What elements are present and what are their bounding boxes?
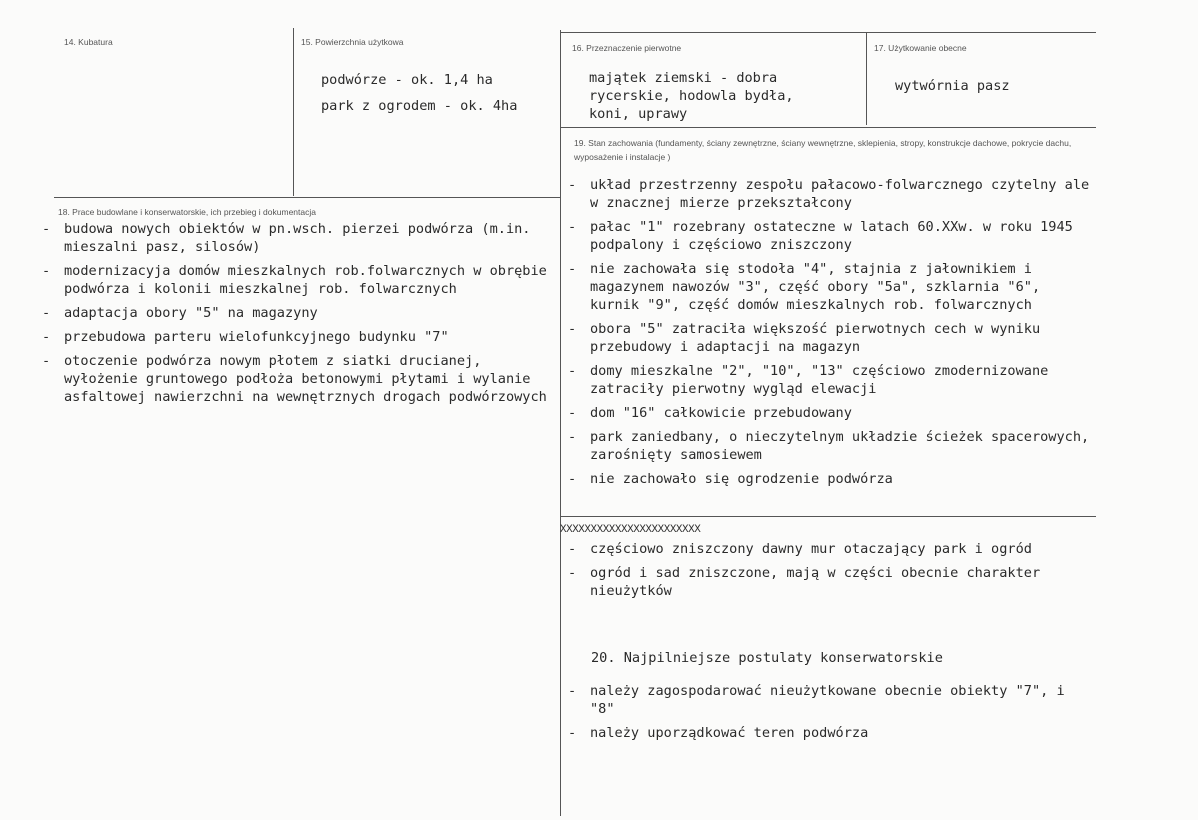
list-item: - nie zachowała się stodoła "4", stajnia z jałownikiem i magazynem nawozów "3", część obory "5a", szklarnia "6", kurnik "9", część domów mieszkalnych rob. folwarcznych xyxy=(564,260,1094,314)
field-20-title: 20. Najpilniejsze postulaty konserwatorskie xyxy=(591,650,943,666)
list-item: - nie zachowało się ogrodzenie podwórza xyxy=(564,470,1094,488)
divider-h-18 xyxy=(54,197,560,198)
field-18-label: 18. Prace budowlane i konserwatorskie, ich przebieg i dokumentacja xyxy=(58,207,316,217)
list-item: - należy uporządkować teren podwórza xyxy=(564,724,1094,742)
section-after-list xyxy=(564,540,1094,606)
divider-h-19 xyxy=(560,127,1096,128)
list-item: - obora "5" zatraciła większość pierwotnych cech w wyniku przebudowy i adaptacji na magazyn xyxy=(564,320,1094,356)
list-item: - domy mieszkalne "2", "10", "13" częściowo zmodernizowane zatraciły pierwotny wygląd elewacji xyxy=(564,362,1094,398)
list-item: - należy zagospodarować nieużytkowane obecnie obiekty "7", i "8" xyxy=(564,682,1094,718)
list-item: - modernizacyja domów mieszkalnych rob.folwarcznych w obrębie podwórza i kolonii mieszkalnej rob. folwarcznych xyxy=(38,262,554,298)
field-19-list xyxy=(564,176,1094,494)
divider-v-right xyxy=(866,33,867,125)
field-17-text: wytwórnia pasz xyxy=(895,78,1010,94)
field-16-label: 16. Przeznaczenie pierwotne xyxy=(572,43,682,53)
field-18-list xyxy=(38,220,554,412)
list-item: - dom "16" całkowicie przebudowany xyxy=(564,404,1094,422)
list-item: - budowa nowych obiektów w pn.wsch. pierzei podwórza (m.in. mieszalni pasz, silosów) xyxy=(38,220,554,256)
field-14-label: 14. Kubatura xyxy=(64,37,113,47)
list-item: - pałac "1" rozebrany ostateczne w latach 60.XXw. w roku 1945 podpalony i częściowo zniszczony xyxy=(564,218,1094,254)
list-item: - częściowo zniszczony dawny mur otaczający park i ogród xyxy=(564,540,1094,558)
field-19-label: 19. Stan zachowania (fundamenty, ściany zewnętrzne, ściany wewnętrzne, sklepienia, stropy, konstrukcje dachowe, pokrycie dachu, wyposażenie i instalacje ) xyxy=(574,138,1072,162)
list-item: - adaptacja obory "5" na magazyny xyxy=(38,304,554,322)
field-15-line-2: park z ogrodem - ok. 4ha xyxy=(321,98,518,114)
field-15-label: 15. Powierzchnia użytkowa xyxy=(301,37,404,47)
field-20-list xyxy=(564,682,1094,748)
field-17-label: 17. Użytkowanie obecne xyxy=(874,43,967,53)
struck-out-label: XXXXXXXXXXXXXXXXXXXXXXX xyxy=(560,524,701,536)
divider-h-top xyxy=(560,32,1096,33)
list-item: - układ przestrzenny zespołu pałacowo-folwarcznego czytelny ale w znacznej mierze przekształcony xyxy=(564,176,1094,212)
divider-h-after19 xyxy=(560,516,1096,517)
list-item: - otoczenie podwórza nowym płotem z siatki drucianej, wyłożenie gruntowego podłoża betonowymi płytami i wylanie asfaltowej nawierzchni na wewnętrznych drogach podwórzowych xyxy=(38,352,554,406)
field-16-text: majątek ziemski - dobra rycerskie, hodowla bydła, koni, uprawy xyxy=(589,70,794,122)
list-item: - park zaniedbany, o nieczytelnym układzie ścieżek spacerowych, zarośnięty samosiewem xyxy=(564,428,1094,464)
list-item: - przebudowa parteru wielofunkcyjnego budynku "7" xyxy=(38,328,554,346)
list-item: - ogród i sad zniszczone, mają w części obecnie charakter nieużytków xyxy=(564,564,1094,600)
divider-v-center xyxy=(560,30,561,816)
divider-v-left xyxy=(293,28,294,196)
field-15-line-1: podwórze - ok. 1,4 ha xyxy=(321,72,493,88)
